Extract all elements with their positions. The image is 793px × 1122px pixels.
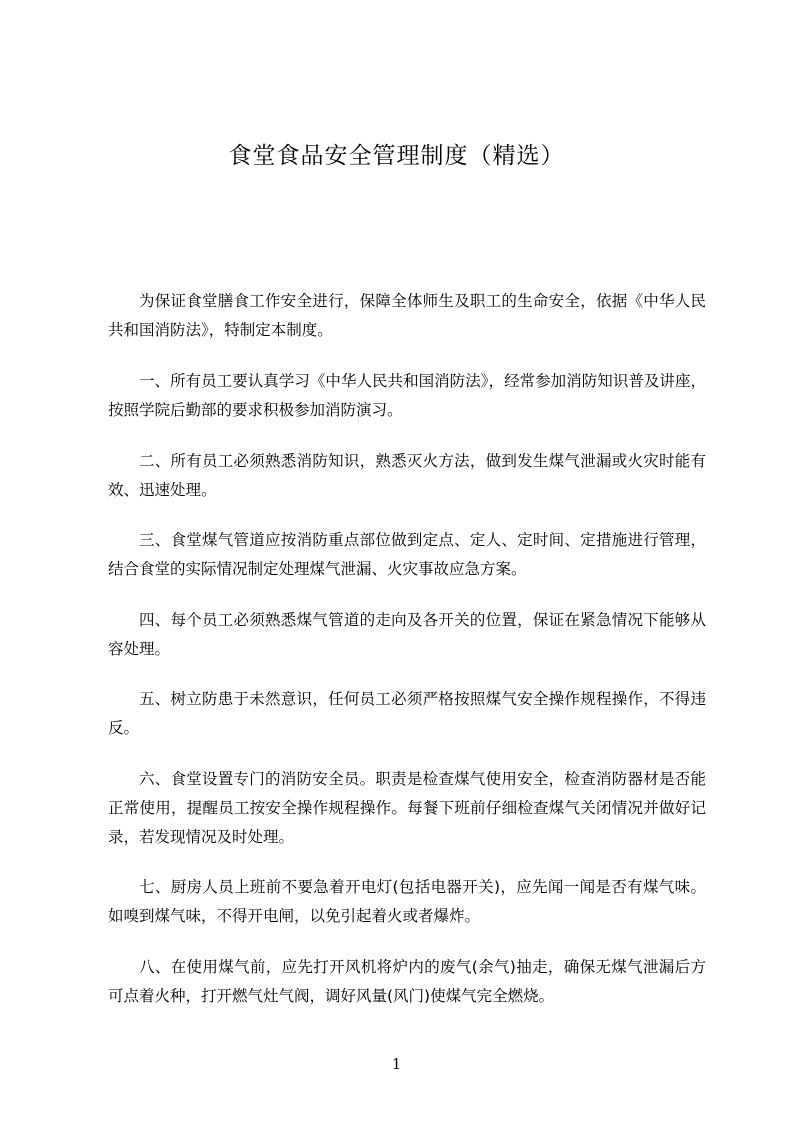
paragraph-6: 六、食堂设置专门的消防安全员。职责是检查煤气使用安全，检查消防器材是否能正常使用，提醒员工按安全操作规程操作。每餐下班前仔细检查煤气关闭情况并做好记录，若发现情况及时处理。 [108,770,706,846]
page-number: 1 [391,1055,402,1073]
document-title: 食堂食品安全管理制度（精选） [228,143,565,169]
paragraph-5: 五、树立防患于未然意识，任何员工必须严格按照煤气安全操作规程操作，不得违反。 [108,690,706,737]
paragraph-8: 八、在使用煤气前，应先打开风机将炉内的废气(余气)抽走，确保无煤气泄漏后方可点着火种，打开燃气灶气阀，调好风量(风门)使煤气完全燃烧。 [108,958,706,1005]
paragraph-3: 三、食堂煤气管道应按消防重点部位做到定点、定人、定时间、定措施进行管理，结合食堂的实际情况制定处理煤气泄漏、火灾事故应急方案。 [108,531,706,578]
paragraph-7: 七、厨房人员上班前不要急着开电灯(包括电器开关)，应先闻一闻是否有煤气味。如嗅到煤气味，不得开电闸，以免引起着火或者爆炸。 [108,878,706,925]
paragraph-4: 四、每个员工必须熟悉煤气管道的走向及各开关的位置，保证在紧急情况下能够从容处理。 [108,611,706,658]
paragraph-1: 一、所有员工要认真学习《中华人民共和国消防法》，经常参加消防知识普及讲座，按照学院后勤部的要求积极参加消防演习。 [108,372,706,419]
paragraph-intro: 为保证食堂膳食工作安全进行，保障全体师生及职工的生命安全，依据《中华人民共和国消防法》，特制定本制度。 [108,292,706,339]
paragraph-2: 二、所有员工必须熟悉消防知识，熟悉灭火方法，做到发生煤气泄漏或火灾时能有效、迅速处理。 [108,452,706,499]
